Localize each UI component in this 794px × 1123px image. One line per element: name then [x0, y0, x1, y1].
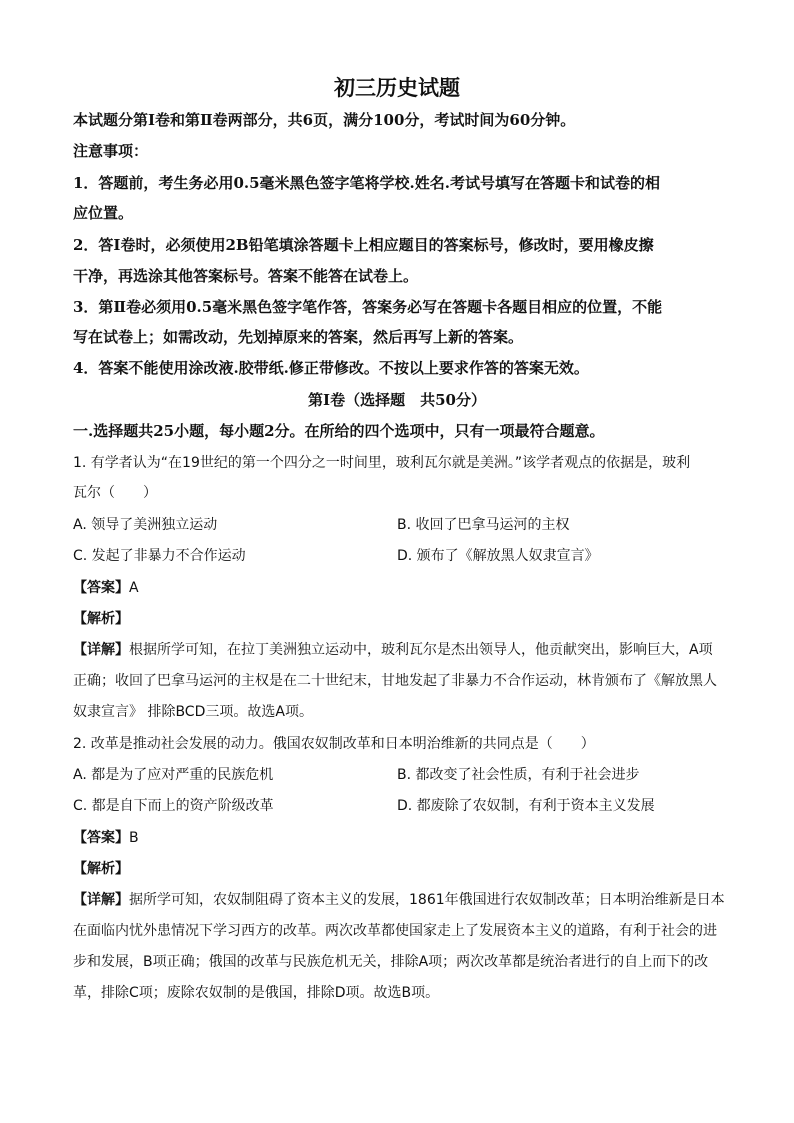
detail-line: 步和发展，B项正确；俄国的改革与民族危机无关，排除A项；两次改革都是统治者进行的自上而下的改 [73, 954, 709, 970]
detail-label: 【详解】 [73, 642, 129, 658]
section-title: 第Ⅰ卷（选择题 共50分） [308, 391, 486, 409]
answer-line [73, 577, 139, 597]
answer-label: 【答案】 [73, 580, 129, 596]
analysis-label: 【解析】 [73, 611, 129, 627]
detail-line: 在面临内忧外患情况下学习西方的改革。两次改革都使国家走上了发展资本主义的道路，有利于社会的进 [73, 923, 717, 939]
section-instructions: 一.选择题共25小题，每小题2分。在所给的四个选项中，只有一项最符合题意。 [73, 422, 605, 440]
note-line: 4．答案不能使用涂改液.胶带纸.修正带修改。不按以上要求作答的答案无效。 [73, 359, 589, 377]
notes-heading: 注意事项： [73, 142, 149, 160]
question-stem: 1. 有学者认为“在19世纪的第一个四分之一时间里，玻利瓦尔就是美洲。”该学者观点的依据是，玻利 [73, 455, 691, 471]
detail-line [73, 889, 725, 909]
detail-line [73, 639, 713, 659]
option-d: D. 都废除了农奴制，有利于资本主义发展 [397, 798, 655, 814]
note-line: 3．第Ⅱ卷必须用0.5毫米黑色签字笔作答，答案务必写在答题卡各题目相应的位置，不能 [73, 298, 663, 316]
note-line: 1．答题前，考生务必用0.5毫米黑色签字笔将学校.姓名.考试号填写在答题卡和试卷的相 [73, 174, 660, 192]
note-line: 干净，再选涂其他答案标号。答案不能答在试卷上。 [73, 267, 419, 285]
option-b: B. 都改变了社会性质，有利于社会进步 [397, 767, 640, 783]
detail-text: 据所学可知，农奴制阻碍了资本主义的发展，1861年俄国进行农奴制改革；日本明治维新是日本 [129, 892, 725, 908]
detail-line: 奴隶宣言》 排除BCD三项。故选A项。 [73, 704, 313, 720]
detail-label: 【详解】 [73, 892, 129, 908]
detail-line: 正确；收回了巴拿马运河的主权是在二十世纪末，甘地发起了非暴力不合作运动，林肯颁布了《解放黑人 [73, 673, 717, 689]
question-stem: 瓦尔（ ） [73, 485, 157, 501]
detail-text: 根据所学可知，在拉丁美洲独立运动中，玻利瓦尔是杰出领导人，他贡献突出，影响巨大，A项 [129, 642, 713, 658]
answer-value: B [129, 830, 139, 846]
page-title: 初三历史试题 [334, 75, 460, 100]
answer-value: A [129, 580, 139, 596]
note-line: 2．答Ⅰ卷时，必须使用2B铅笔填涂答题卡上相应题目的答案标号，修改时，要用橡皮擦 [73, 236, 654, 254]
exam-intro: 本试题分第Ⅰ卷和第Ⅱ卷两部分，共6页，满分100分，考试时间为60分钟。 [73, 111, 576, 129]
detail-line: 革，排除C项；废除农奴制的是俄国，排除D项。故选B项。 [73, 985, 440, 1001]
answer-line [73, 827, 139, 847]
option-a: A. 领导了美洲独立运动 [73, 517, 218, 533]
option-a: A. 都是为了应对严重的民族危机 [73, 767, 274, 783]
note-line: 应位置。 [73, 204, 134, 222]
option-c: C. 都是自下而上的资产阶级改革 [73, 798, 274, 814]
note-line: 写在试卷上；如需改动，先划掉原来的答案，然后再写上新的答案。 [73, 328, 524, 346]
answer-label: 【答案】 [73, 830, 129, 846]
option-d: D. 颁布了《解放黑人奴隶宣言》 [397, 548, 599, 564]
option-c: C. 发起了非暴力不合作运动 [73, 548, 246, 564]
question-stem: 2. 改革是推动社会发展的动力。俄国农奴制改革和日本明治维新的共同点是（ ） [73, 736, 595, 752]
analysis-label: 【解析】 [73, 861, 129, 877]
option-b: B. 收回了巴拿马运河的主权 [397, 517, 570, 533]
